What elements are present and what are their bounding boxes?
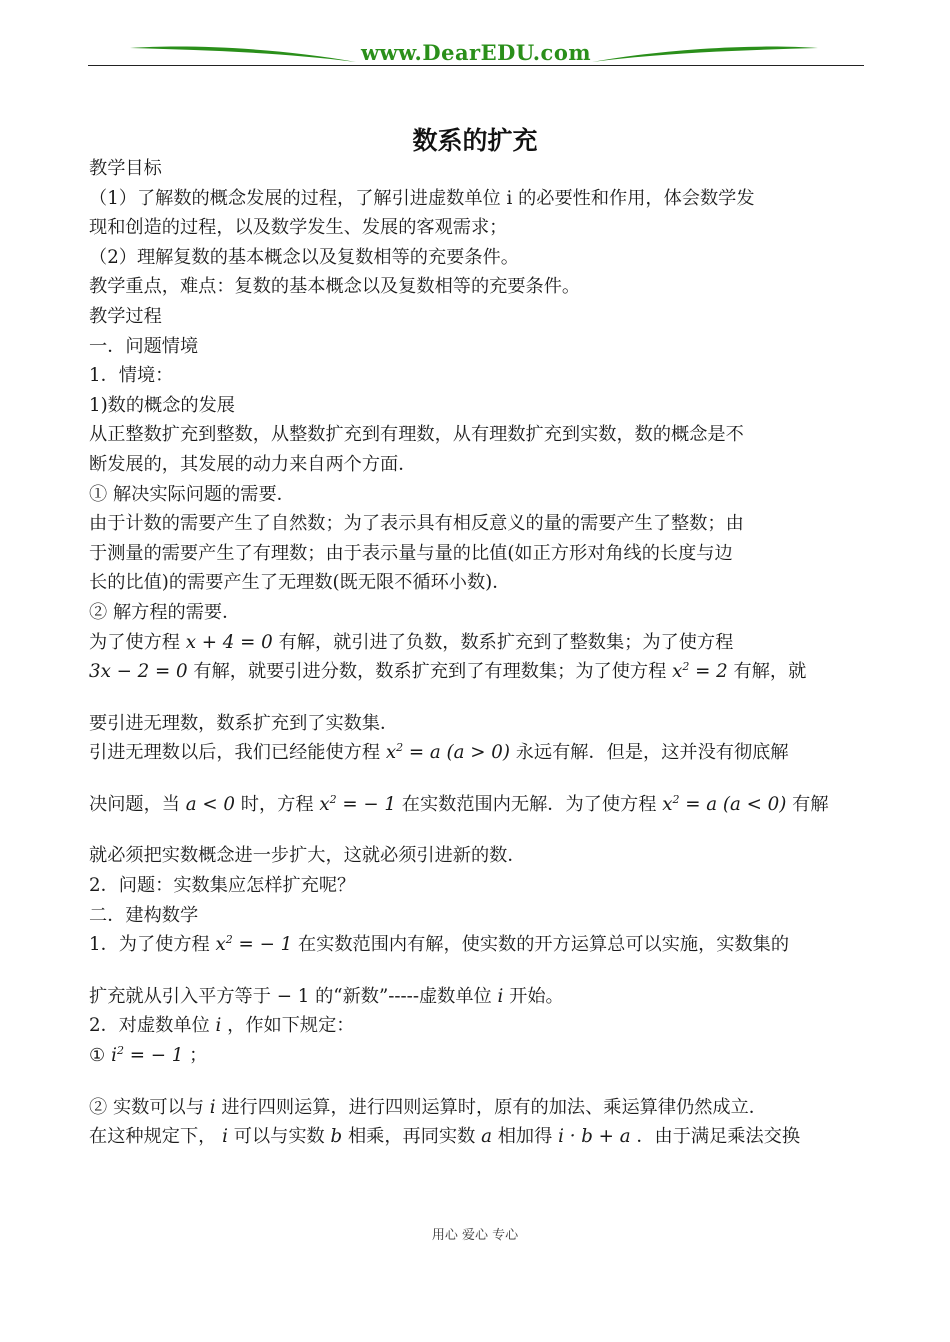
text-span: 在实数范围内有解，使实数的开方运算总可以实施，实数集的 — [297, 934, 790, 956]
text-span: 决问题，当 — [89, 793, 180, 815]
exponent: 2 — [225, 933, 233, 947]
text-span: 在这种规定下， — [89, 1126, 217, 1148]
equation-base: i — [111, 1045, 117, 1067]
text-line: 现和创造的过程，以及数学发生、发展的客观需求； — [89, 217, 508, 239]
equation: i · b + a — [558, 1126, 631, 1148]
equation-base: x — [662, 793, 673, 815]
text-line: （1）了解数的概念发展的过程，了解引进虚数单位 i 的必要性和作用，体会数学发 — [89, 187, 755, 209]
imaginary-unit: i — [215, 1015, 222, 1037]
equation-rest: = a (a > 0) — [403, 742, 510, 764]
imaginary-unit: i — [222, 1126, 228, 1148]
text-line — [89, 628, 867, 658]
exponent: 2 — [329, 792, 337, 806]
text-span: ．由于满足乘法交换 — [636, 1126, 801, 1148]
equation-base: x — [215, 934, 226, 956]
text-span: 可以与实数 — [233, 1126, 325, 1148]
exponent: 2 — [116, 1043, 124, 1057]
text-line: 从正整数扩充到整数，从整数扩充到有理数，从有理数扩充到实数，数的概念是不 — [89, 424, 744, 446]
text-span: 扩充就从引入平方等于 — [89, 985, 271, 1007]
equation-base: x — [385, 742, 397, 764]
text-span: 1．为了使方程 — [89, 934, 210, 956]
equation — [672, 661, 728, 682]
text-line — [89, 1122, 867, 1152]
text-line: 1)数的概念的发展 — [89, 394, 235, 416]
equation-rest: = − 1 — [232, 934, 293, 956]
text-span: ① — [89, 1045, 106, 1067]
exponent: 2 — [396, 741, 404, 755]
text-line: 一．问题情境 — [89, 335, 199, 357]
text-line — [89, 1093, 867, 1123]
text-span: ② 实数可以与 — [89, 1096, 204, 1118]
imaginary-unit: i — [209, 1096, 216, 1118]
variable: a — [481, 1126, 492, 1148]
page-header — [88, 34, 864, 70]
text-line — [89, 657, 867, 687]
equation — [386, 742, 510, 763]
page-footer: 用心 爱心 专心 — [431, 1228, 519, 1243]
document-title: 数系的扩充 — [412, 126, 538, 155]
text-span: 有解，就要引进分数，数系扩充到了有理数集；为了使方程 — [193, 661, 667, 683]
equation-rest: = − 1 — [123, 1045, 184, 1067]
text-line: 断发展的，其发展的动力来自两个方面． — [89, 453, 417, 475]
document-body — [89, 154, 867, 1152]
equation: x + 4 = 0 — [185, 631, 273, 653]
text-line: 1．情境： — [89, 365, 174, 387]
text-line: 由于计数的需要产生了自然数；为了表示具有相反意义的量的需要产生了整数；由 — [89, 513, 744, 535]
text-span: 2．对虚数单位 — [89, 1015, 210, 1037]
equation-rest: = 2 — [689, 661, 728, 683]
text-line: 教学目标 — [89, 158, 162, 179]
text-line: ① 解决实际问题的需要． — [89, 483, 295, 505]
exponent: 2 — [672, 792, 680, 806]
text-line: 长的比值)的需要产生了无理数(既无限不循环小数)． — [89, 572, 511, 594]
equation-base: x — [319, 793, 330, 815]
text-span: 永远有解．但是，这并没有彻底解 — [515, 742, 789, 764]
equation: 3x − 2 = 0 — [89, 661, 188, 683]
text-span: 在实数范围内无解．为了使方程 — [401, 793, 657, 815]
text-line: 2．问题：实数集应怎样扩充呢？ — [89, 875, 356, 897]
equation — [319, 794, 396, 815]
text-line: 就必须把实数概念进一步扩大，这就必须引进新的数． — [89, 845, 526, 867]
text-line — [89, 1011, 867, 1041]
right-swoosh-icon — [590, 42, 820, 64]
header-rule — [88, 65, 864, 66]
text-span: 引进无理数以后，我们已经能使方程 — [89, 742, 381, 764]
text-span: 相加得 — [497, 1126, 553, 1148]
equation: a < 0 — [185, 793, 235, 815]
text-span: 有解，就 — [733, 661, 807, 683]
text-line: （2）理解复数的基本概念以及复数相等的充要条件。 — [89, 246, 519, 268]
equation — [216, 934, 293, 955]
text-line — [89, 930, 867, 960]
text-span: 相乘，再同实数 — [347, 1126, 476, 1148]
text-span: ； — [189, 1045, 208, 1067]
text-line: 教学过程 — [89, 305, 162, 327]
text-span: 有解，就引进了负数，数系扩充到了整数集；为了使方程 — [278, 631, 734, 653]
equation — [662, 794, 786, 815]
site-logo-text: www.DearEDU.com — [360, 40, 592, 65]
text-span: 进行四则运算，进行四则运算时，原有的加法、乘运算律仍然成立． — [221, 1096, 767, 1118]
equation — [111, 1045, 183, 1066]
equation-base: x — [672, 661, 683, 683]
text-line — [89, 738, 867, 768]
text-span: 为了使方程 — [89, 631, 180, 653]
text-line: 要引进无理数，数系扩充到了实数集． — [89, 712, 399, 734]
equation: − 1 — [276, 985, 310, 1007]
text-line: ② 解方程的需要． — [89, 601, 241, 623]
equation-rest: = a (a < 0) — [679, 793, 787, 815]
text-span: ，作如下规定： — [227, 1015, 355, 1037]
equation-rest: = − 1 — [336, 793, 396, 815]
text-span: 开始。 — [509, 985, 564, 1007]
text-line — [89, 790, 867, 820]
text-line: 二．建构数学 — [89, 904, 199, 926]
variable: b — [330, 1126, 343, 1148]
text-line: 于测量的需要产生了有理数；由于表示量与量的比值(如正方形对角线的长度与边 — [89, 542, 733, 564]
text-line — [89, 982, 867, 1012]
text-span: 的“新数”-----虚数单位 — [315, 985, 492, 1007]
text-line: 教学重点，难点：复数的基本概念以及复数相等的充要条件。 — [89, 276, 581, 298]
imaginary-unit: i — [497, 985, 504, 1007]
text-line — [89, 1041, 867, 1071]
text-span: 时，方程 — [240, 793, 314, 815]
exponent: 2 — [682, 660, 690, 674]
text-span: 有解 — [792, 793, 829, 815]
